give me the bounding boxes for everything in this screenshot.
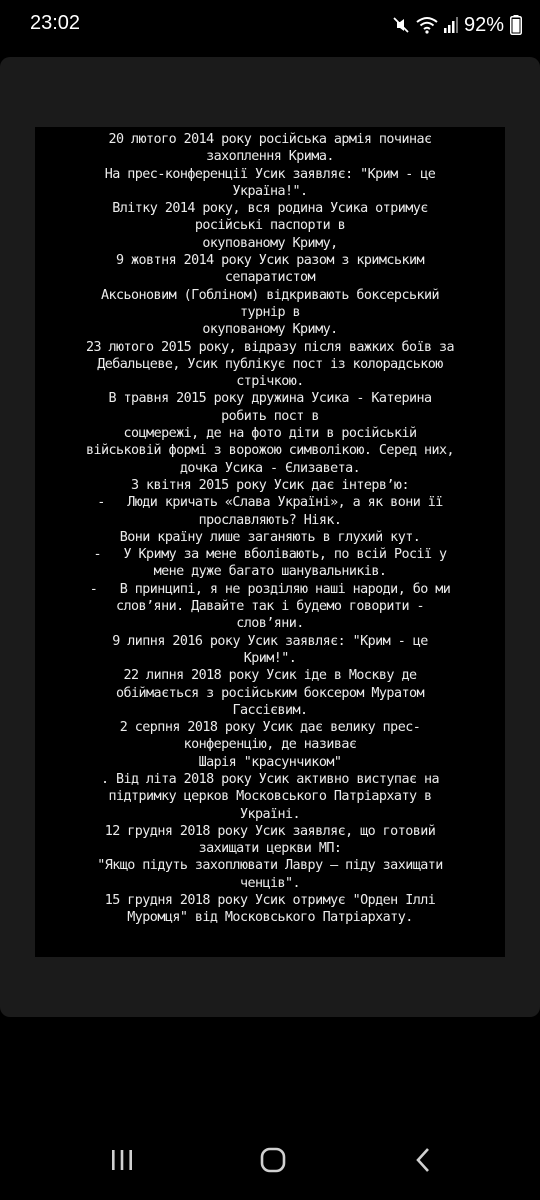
- battery-percent: 92%: [463, 13, 504, 36]
- text-line: прославляють? Ніяк.: [198, 512, 342, 528]
- text-line: Вони країну лише заганяють в глухий кут.: [119, 529, 421, 545]
- text-line: 23 лютого 2015 року, відразу після важких боїв за: [85, 339, 455, 355]
- text-line: В травня 2015 року дружина Усика - Катерина: [108, 391, 432, 407]
- text-line: 9 жовтня 2014 року Усик разом з кримським: [116, 253, 424, 269]
- text-line: Муромця" від Московського Патріархату.: [127, 910, 413, 926]
- text-line: Гассієвим.: [232, 702, 308, 718]
- home-button[interactable]: [243, 1144, 303, 1180]
- text-line: 22 липня 2018 року Усик іде в Москву де: [123, 668, 417, 684]
- text-line: конференцію, де називає: [183, 737, 357, 753]
- text-line: турнір в: [239, 304, 301, 320]
- mute-icon: [392, 16, 410, 34]
- text-line: захоплення Крима.: [206, 149, 334, 165]
- text-line: Дебальцеве, Усик публікує пост із колорадською: [97, 356, 443, 372]
- text-line: 12 грудня 2018 року Усик заявляє, що готовий: [104, 823, 436, 839]
- text-line: 9 липня 2016 року Усик заявляє: "Крим - це: [112, 633, 428, 649]
- text-image: [35, 127, 505, 957]
- text-line: 15 грудня 2018 року Усик отримує "Орден Іллі: [104, 893, 436, 909]
- back-button[interactable]: [394, 1144, 454, 1180]
- signal-icon: [444, 16, 458, 34]
- text-line: окупованому Криму.: [202, 322, 338, 338]
- home-icon: [259, 1146, 287, 1178]
- status-bar: [0, 0, 540, 46]
- battery-icon: [510, 15, 522, 35]
- status-icons: [392, 13, 522, 37]
- text-line: 20 лютого 2014 року російська армія починає: [108, 132, 432, 147]
- text-lines: [35, 131, 505, 927]
- text-line: - В принципі, я не розділяю наші народи, бо ми: [89, 581, 451, 597]
- wifi-icon: [416, 16, 438, 34]
- recents-button[interactable]: [92, 1144, 152, 1180]
- navigation-bar: [0, 1120, 540, 1200]
- text-line: Шарія "красунчиком": [198, 754, 342, 770]
- text-line: Влітку 2014 року, вся родина Усика отримує: [112, 201, 428, 217]
- text-line: ченців".: [239, 875, 301, 891]
- text-line: Аксьоновим (Гобліном) відкривають боксерський: [100, 287, 440, 303]
- text-line: обіймається з російським боксером Муратом: [116, 685, 424, 701]
- text-line: робить пост в: [221, 408, 319, 424]
- text-line: . Від літа 2018 року Усик активно виступає на: [100, 771, 440, 787]
- text-line: підтримку церков Московського Патріархату в: [108, 789, 432, 805]
- recents-icon: [110, 1148, 134, 1176]
- back-icon: [412, 1147, 436, 1177]
- status-time: 23:02: [30, 12, 81, 34]
- text-line: стрічкою.: [236, 374, 304, 390]
- text-line: соцмережі, де на фото діти в російській: [123, 426, 417, 442]
- text-line: слов’яни.: [236, 616, 304, 632]
- text-line: захищати церкви МП:: [198, 841, 342, 857]
- text-line: На прес-конференції Усик заявляє: "Крим - це: [104, 166, 436, 182]
- text-line: військовій формі з ворожою символікою. Серед них,: [85, 443, 455, 459]
- text-line: мене дуже багато шанувальників.: [153, 564, 387, 580]
- text-line: З квітня 2015 року Усик дає інтерв’ю:: [131, 477, 409, 493]
- text-line: - Люди кричать «Слава Україні», а як вони її: [97, 495, 443, 511]
- text-line: російські паспорти в: [194, 218, 346, 234]
- text-line: Україні.: [239, 806, 301, 822]
- text-line: окупованому Криму,: [202, 235, 338, 251]
- text-line: 2 серпня 2018 року Усик дає велику прес-: [119, 720, 421, 736]
- text-line: - У Криму за мене вболівають, по всій Росії у: [93, 547, 447, 563]
- text-line: сепаратистом: [224, 270, 316, 286]
- text-line: слов’яни. Давайте так і будемо говорити -: [116, 599, 424, 615]
- text-line: Україна!".: [232, 183, 308, 199]
- text-line: "Якщо підуть захоплювати Лавру – піду захищати: [97, 858, 443, 874]
- text-line: Крим!".: [243, 650, 297, 666]
- text-line: дочка Усика - Єлизавета.: [179, 460, 361, 476]
